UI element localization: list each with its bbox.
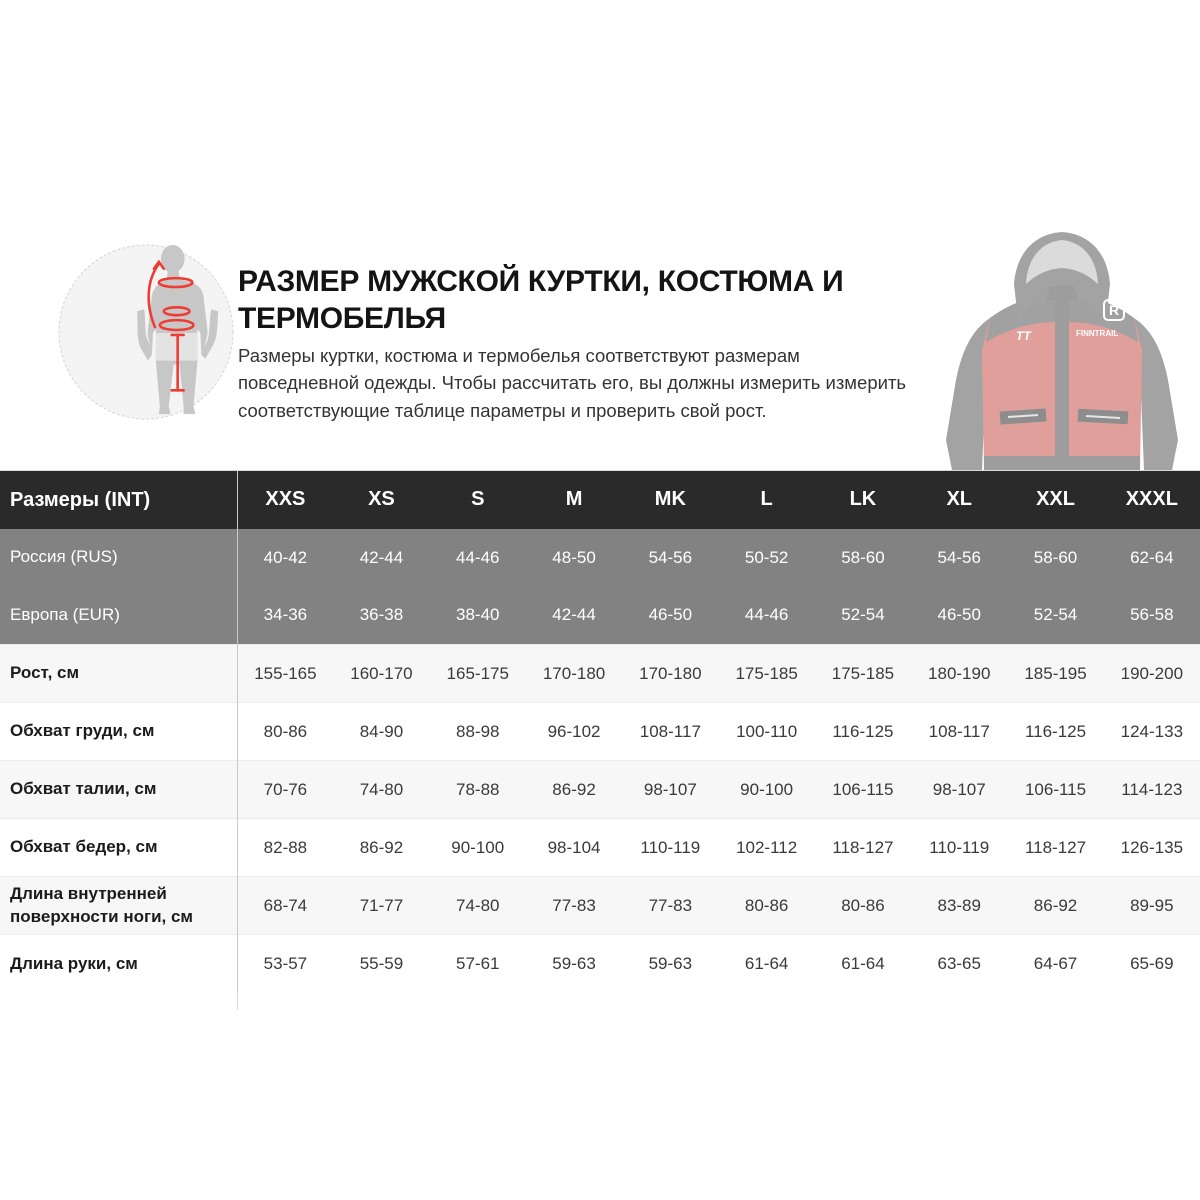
row-label: Россия (RUS) — [0, 529, 237, 587]
size-cell: 84-90 — [333, 703, 429, 761]
size-cell: 86-92 — [526, 761, 622, 819]
row-label: Обхват бедер, см — [0, 819, 237, 877]
size-cell: 180-190 — [911, 645, 1007, 703]
size-cell: 48-50 — [526, 529, 622, 587]
table-row — [0, 703, 1200, 761]
size-cell: 54-56 — [622, 529, 718, 587]
size-table — [0, 470, 1200, 993]
size-cell: 124-133 — [1104, 703, 1200, 761]
column-divider-tail — [237, 992, 238, 1010]
size-cell: 38-40 — [430, 587, 526, 645]
column-header-m: M — [526, 471, 622, 529]
size-cell: 89-95 — [1104, 877, 1200, 935]
size-cell: 56-58 — [1104, 587, 1200, 645]
size-cell: 36-38 — [333, 587, 429, 645]
size-cell: 82-88 — [237, 819, 333, 877]
size-cell: 118-127 — [1007, 819, 1103, 877]
size-cell: 106-115 — [1007, 761, 1103, 819]
size-cell: 160-170 — [333, 645, 429, 703]
size-cell: 88-98 — [430, 703, 526, 761]
size-cell: 86-92 — [1007, 877, 1103, 935]
size-cell: 50-52 — [718, 529, 814, 587]
column-header-xxs: XXS — [237, 471, 333, 529]
size-cell: 102-112 — [718, 819, 814, 877]
column-header-l: L — [718, 471, 814, 529]
size-cell: 83-89 — [911, 877, 1007, 935]
size-cell: 59-63 — [622, 935, 718, 993]
size-cell: 42-44 — [333, 529, 429, 587]
page-title — [238, 263, 938, 337]
size-cell: 155-165 — [237, 645, 333, 703]
size-cell: 68-74 — [237, 877, 333, 935]
size-cell: 98-104 — [526, 819, 622, 877]
row-label: Обхват груди, см — [0, 703, 237, 761]
size-cell: 86-92 — [333, 819, 429, 877]
size-cell: 63-65 — [911, 935, 1007, 993]
size-cell: 42-44 — [526, 587, 622, 645]
row-label: Европа (EUR) — [0, 587, 237, 645]
size-cell: 106-115 — [815, 761, 911, 819]
size-cell: 61-64 — [815, 935, 911, 993]
column-header-lk: LK — [815, 471, 911, 529]
size-cell: 96-102 — [526, 703, 622, 761]
table-corner-cell: Размеры (INT) — [0, 471, 237, 529]
column-header-xxxl: XXXL — [1104, 471, 1200, 529]
size-cell: 170-180 — [526, 645, 622, 703]
table-row — [0, 935, 1200, 993]
size-cell: 44-46 — [718, 587, 814, 645]
size-cell: 52-54 — [815, 587, 911, 645]
size-cell: 46-50 — [911, 587, 1007, 645]
size-cell: 74-80 — [333, 761, 429, 819]
size-cell: 170-180 — [622, 645, 718, 703]
size-cell: 98-107 — [911, 761, 1007, 819]
size-cell: 118-127 — [815, 819, 911, 877]
size-cell: 126-135 — [1104, 819, 1200, 877]
size-cell: 55-59 — [333, 935, 429, 993]
size-cell: 90-100 — [430, 819, 526, 877]
size-cell: 110-119 — [622, 819, 718, 877]
table-row — [0, 645, 1200, 703]
size-cell: 165-175 — [430, 645, 526, 703]
page-title-line2: ТЕРМОБЕЛЬЯ — [238, 302, 446, 336]
jacket-product-image — [938, 228, 1200, 470]
size-cell: 64-67 — [1007, 935, 1103, 993]
size-cell: 34-36 — [237, 587, 333, 645]
table-row — [0, 819, 1200, 877]
body-measurement-diagram-icon — [57, 237, 235, 427]
size-cell: 71-77 — [333, 877, 429, 935]
size-cell: 77-83 — [622, 877, 718, 935]
size-cell: 175-185 — [718, 645, 814, 703]
size-cell: 74-80 — [430, 877, 526, 935]
row-label: Обхват талии, см — [0, 761, 237, 819]
size-cell: 108-117 — [911, 703, 1007, 761]
size-cell: 80-86 — [718, 877, 814, 935]
table-row — [0, 877, 1200, 935]
page-description: Размеры куртки, костюма и термобелья соответствуют размерам повседневной одежды. Чтобы рассчитать его, вы должны измерить измерить соответствующие таблице параметры и проверить свой рост. — [238, 344, 907, 421]
size-cell: 40-42 — [237, 529, 333, 587]
column-header-xxl: XXL — [1007, 471, 1103, 529]
size-cell: 116-125 — [815, 703, 911, 761]
row-label: Рост, см — [0, 645, 237, 703]
size-cell: 80-86 — [815, 877, 911, 935]
size-cell: 44-46 — [430, 529, 526, 587]
size-cell: 58-60 — [1007, 529, 1103, 587]
row-label: Длина внутренней поверхности ноги, см — [0, 877, 237, 935]
size-cell: 77-83 — [526, 877, 622, 935]
size-cell: 175-185 — [815, 645, 911, 703]
jacket-chest-mark-text: TT — [1016, 329, 1031, 343]
size-cell: 57-61 — [430, 935, 526, 993]
column-header-xs: XS — [333, 471, 429, 529]
size-cell: 98-107 — [622, 761, 718, 819]
size-cell: 116-125 — [1007, 703, 1103, 761]
size-cell: 59-63 — [526, 935, 622, 993]
column-header-mk: MK — [622, 471, 718, 529]
size-cell: 58-60 — [815, 529, 911, 587]
size-cell: 46-50 — [622, 587, 718, 645]
size-cell: 65-69 — [1104, 935, 1200, 993]
size-cell: 62-64 — [1104, 529, 1200, 587]
size-cell: 185-195 — [1007, 645, 1103, 703]
size-table-body — [0, 529, 1200, 993]
size-cell: 190-200 — [1104, 645, 1200, 703]
size-cell: 52-54 — [1007, 587, 1103, 645]
row-label: Длина руки, см — [0, 935, 237, 993]
size-cell: 53-57 — [237, 935, 333, 993]
jacket-logo-letter: R — [1109, 302, 1120, 318]
jacket-brand-text: FINNTRAIL — [1076, 329, 1119, 338]
size-cell: 61-64 — [718, 935, 814, 993]
column-header-xl: XL — [911, 471, 1007, 529]
size-cell: 114-123 — [1104, 761, 1200, 819]
jacket-illustration — [946, 232, 1178, 470]
table-row — [0, 761, 1200, 819]
size-cell: 100-110 — [718, 703, 814, 761]
table-row — [0, 529, 1200, 587]
column-header-s: S — [430, 471, 526, 529]
size-cell: 80-86 — [237, 703, 333, 761]
size-cell: 78-88 — [430, 761, 526, 819]
size-cell: 70-76 — [237, 761, 333, 819]
size-cell: 108-117 — [622, 703, 718, 761]
table-row — [0, 587, 1200, 645]
page-title-line1: РАЗМЕР МУЖСКОЙ КУРТКИ, КОСТЮМА И — [238, 265, 844, 299]
size-cell: 54-56 — [911, 529, 1007, 587]
size-cell: 90-100 — [718, 761, 814, 819]
size-cell: 110-119 — [911, 819, 1007, 877]
table-header-row — [0, 471, 1200, 529]
